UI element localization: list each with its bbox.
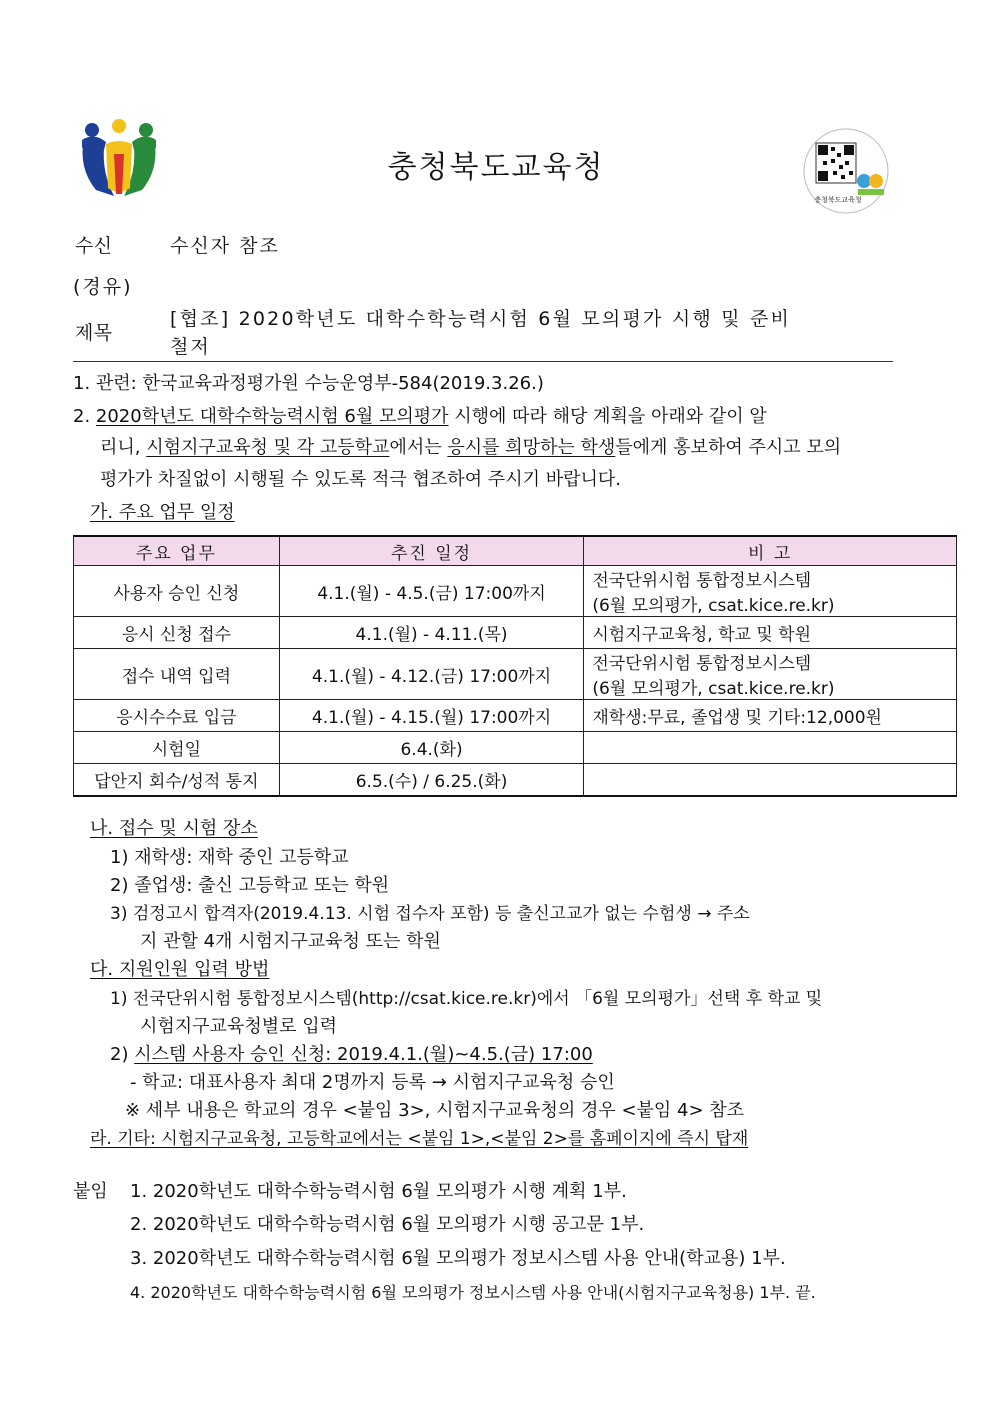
period-cell: 6.4.(화) xyxy=(279,732,584,764)
section-da-item-1-line-1: 1) 전국단위시험 통합정보시스템(http://csat.kice.re.kr)에서 「6월 모의평가」선택 후 학교 및 xyxy=(110,989,823,1009)
task-cell: 응시수수료 입금 xyxy=(74,700,280,732)
note-cell: 전국단위시험 통합정보시스템 (6월 모의평가, csat.kice.re.kr) xyxy=(584,649,957,700)
exam-name-emphasis: 2020학년도 대학수학능력시험 6월 모의평가 xyxy=(95,406,449,427)
task-cell: 사용자 승인 신청 xyxy=(74,566,280,617)
body-item-2-line-2: 리니, 시험지구교육청 및 각 고등학교에서는 응시를 희망하는 학생들에게 홍보하여 주시고 모의 xyxy=(100,437,842,458)
table-header-row xyxy=(74,536,957,566)
section-da-item-2: 2) 시스템 사용자 승인 신청: 2019.4.1.(월)~4.5.(금) 17:00 xyxy=(110,1044,593,1065)
table-row xyxy=(74,566,957,617)
note-cell: 재학생:무료, 졸업생 및 기타:12,000원 xyxy=(584,700,957,732)
body-item-1: 1. 관련: 한국교육과정평가원 수능운영부-584(2019.3.26.) xyxy=(73,373,544,394)
attachments-label: 붙임 xyxy=(73,1181,108,1202)
section-ga-title: 가. 주요 업무 일정 xyxy=(90,502,235,523)
attachment-item: 3. 2020학년도 대학수학능력시험 6월 모의평가 정보시스템 사용 안내(학교용) 1부. xyxy=(130,1248,786,1269)
table-row xyxy=(74,700,957,732)
section-na-title: 나. 접수 및 시험 장소 xyxy=(90,818,258,839)
period-cell: 4.1.(월) - 4.11.(목) xyxy=(279,617,584,649)
via-label: (경유) xyxy=(73,276,133,298)
body-item-2-line-3: 평가가 차질없이 시행될 수 있도록 적극 협조하여 주시기 바랍니다. xyxy=(100,469,621,490)
column-header: 주요 업무 xyxy=(74,536,280,566)
period-cell: 4.1.(월) - 4.5.(금) 17:00까지 xyxy=(279,566,584,617)
emblem-caption: 충청북도교육청 xyxy=(814,196,862,204)
schedule-table xyxy=(73,535,957,797)
subject-line-1: [협조] 2020학년도 대학수학능력시험 6월 모의평가 시행 및 준비 xyxy=(170,308,792,330)
table-row xyxy=(74,649,957,700)
table-row xyxy=(74,764,957,797)
column-header: 비 고 xyxy=(584,536,957,566)
page-title: 충청북도교육청 xyxy=(387,150,605,185)
period-cell: 6.5.(수) / 6.25.(화) xyxy=(279,764,584,797)
task-cell: 시험일 xyxy=(74,732,280,764)
section-da-item-1-line-2: 시험지구교육청별로 입력 xyxy=(140,1016,337,1037)
section-da-title: 다. 지원인원 입력 방법 xyxy=(90,959,270,980)
task-cell: 응시 신청 접수 xyxy=(74,617,280,649)
note-cell: 시험지구교육청, 학교 및 학원 xyxy=(584,617,957,649)
table-row xyxy=(74,617,957,649)
attachment-item: 4. 2020학년도 대학수학능력시험 6월 모의평가 정보시스템 사용 안내(시험지구교육청용) 1부. 끝. xyxy=(130,1283,816,1302)
note-cell: 전국단위시험 통합정보시스템 (6월 모의평가, csat.kice.re.kr) xyxy=(584,566,957,617)
section-na-item-3-line-1: 3) 검정고시 합격자(2019.4.13. 시험 접수자 포함) 등 출신고교가 없는 수험생 → 주소 xyxy=(110,904,750,924)
section-na-item-3-line-2: 지 관할 4개 시험지구교육청 또는 학원 xyxy=(140,931,441,952)
recipient-value: 수신자 참조 xyxy=(170,235,280,257)
attachment-item: 2. 2020학년도 대학수학능력시험 6월 모의평가 시행 공고문 1부. xyxy=(130,1214,645,1235)
header-divider xyxy=(73,361,893,362)
subject-label: 제목 xyxy=(75,322,113,344)
section-na-item-2: 2) 졸업생: 출신 고등학교 또는 학원 xyxy=(110,875,390,896)
section-ra: 라. 기타: 시험지구교육청, 고등학교에서는 <붙임 1>,<붙임 2>를 홈페이지에 즉시 탑재 xyxy=(90,1129,749,1149)
task-cell: 답안지 회수/성적 통지 xyxy=(74,764,280,797)
note-cell xyxy=(584,732,957,764)
office-emblem xyxy=(800,125,892,217)
section-na-item-1: 1) 재학생: 재학 중인 고등학교 xyxy=(110,847,349,868)
section-da-item-2-note: ※ 세부 내용은 학교의 경우 <붙임 3>, 시험지구교육청의 경우 <붙임 4> 참조 xyxy=(125,1100,745,1121)
task-cell: 접수 내역 입력 xyxy=(74,649,280,700)
recipient-label: 수신 xyxy=(75,235,113,257)
subject-line-2: 철저 xyxy=(170,336,211,358)
table-row xyxy=(74,732,957,764)
column-header: 추진 일정 xyxy=(279,536,584,566)
period-cell: 4.1.(월) - 4.15.(월) 17:00까지 xyxy=(279,700,584,732)
note-cell xyxy=(584,764,957,797)
attachment-item: 1. 2020학년도 대학수학능력시험 6월 모의평가 시행 계획 1부. xyxy=(130,1181,627,1202)
body-item-2-line-1: 2. 2020학년도 대학수학능력시험 6월 모의평가 시행에 따라 해당 계획을 아래와 같이 알 xyxy=(73,406,767,427)
period-cell: 4.1.(월) - 4.12.(금) 17:00까지 xyxy=(279,649,584,700)
section-da-item-2-sub: - 학교: 대표사용자 최대 2명까지 등록 → 시험지구교육청 승인 xyxy=(130,1072,615,1093)
